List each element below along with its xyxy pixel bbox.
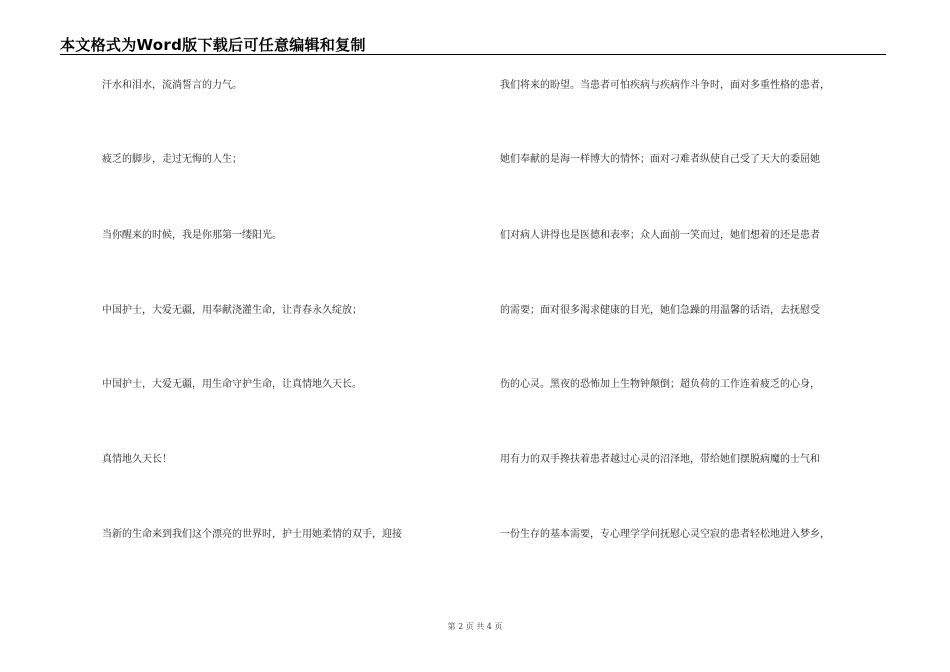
text-line: 的需要；面对很多渴求健康的目光，她们急躁的用温馨的话语，去抚慰受 bbox=[500, 305, 820, 316]
header-divider bbox=[60, 54, 886, 55]
text-line: 她们奉献的是海一样博大的情怀；面对刁难者纵使自己受了天大的委屈她 bbox=[500, 154, 820, 165]
text-line: 中国护士，大爱无疆，用生命守护生命，让真情地久天长。 bbox=[102, 379, 362, 390]
text-line: 中国护士，大爱无疆，用奉献浇灌生命，让青春永久绽放； bbox=[102, 305, 362, 316]
text-line: 一份生存的基本需要，专心理学学问抚慰心灵空寂的患者轻松地进入梦乡， bbox=[500, 529, 830, 540]
text-line: 们对病人讲得也是医德和表率；众人面前一笑而过，她们想着的还是患者 bbox=[500, 230, 820, 241]
text-line: 当你醒来的时候，我是你那第一缕阳光。 bbox=[102, 230, 282, 241]
text-line: 真情地久天长！ bbox=[102, 454, 172, 465]
text-line: 我们将来的盼望。当患者可怕疾病与疾病作斗争时，面对多重性格的患者， bbox=[500, 80, 830, 91]
text-line: 伤的心灵。黑夜的恐怖加上生物钟颠倒；超负荷的工作连着疲乏的心身， bbox=[500, 379, 820, 390]
text-line: 用有力的双手搀扶着患者越过心灵的沼泽地，带给她们摆脱病魔的士气和 bbox=[500, 454, 820, 465]
header-title: 本文格式为Word版下载后可任意编辑和复制 bbox=[60, 36, 366, 54]
page-number-footer: 第 2 页 共 4 页 bbox=[447, 622, 503, 631]
text-line: 汗水和泪水，流淌誓言的力气。 bbox=[102, 80, 242, 91]
page-header bbox=[60, 34, 886, 54]
text-line: 当新的生命来到我们这个漂亮的世界时，护士用她柔情的双手，迎接 bbox=[102, 529, 402, 540]
text-line: 疲乏的脚步，走过无悔的人生； bbox=[102, 154, 242, 165]
